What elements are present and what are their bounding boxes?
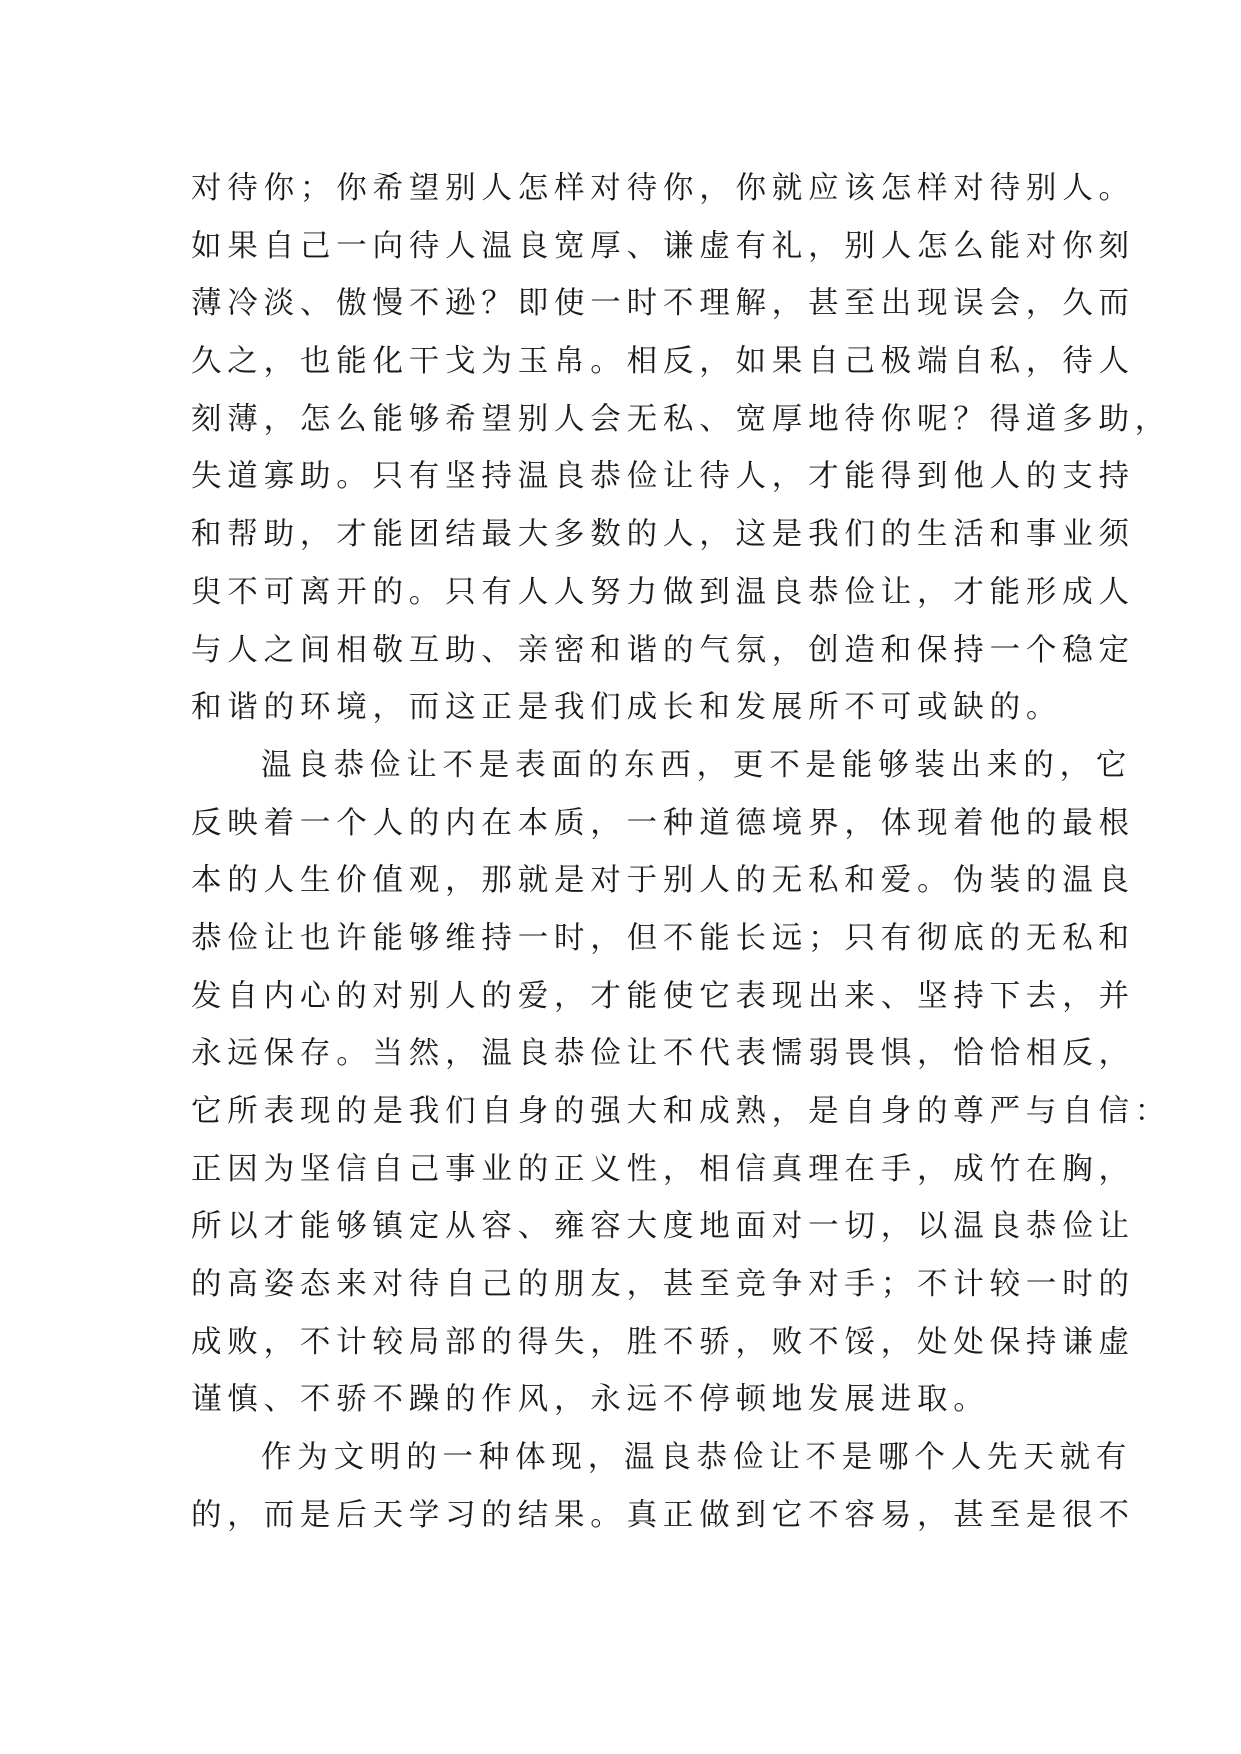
text-line: 所以才能够镇定从容、雍容大度地面对一切，以温良恭俭让 bbox=[191, 1209, 1135, 1245]
text-line: 久之，也能化干戈为玉帛。相反，如果自己极端自私，待人 bbox=[191, 344, 1135, 380]
text-line: 本的人生价值观，那就是对于别人的无私和爱。伪装的温良 bbox=[191, 863, 1135, 899]
text-line: 它所表现的是我们自身的强大和成熟，是自身的尊严与自信： bbox=[191, 1094, 1172, 1129]
text-line: 的，而是后天学习的结果。真正做到它不容易，甚至是很不 bbox=[191, 1497, 1135, 1533]
text-line: 如果自己一向待人温良宽厚、谦虚有礼，别人怎么能对你刻 bbox=[191, 228, 1135, 264]
body-text bbox=[191, 160, 1172, 1545]
text-line: 正因为坚信自己事业的正义性，相信真理在手，成竹在胸， bbox=[191, 1151, 1135, 1187]
text-line: 和谐的环境，而这正是我们成长和发展所不可或缺的。 bbox=[191, 690, 1063, 726]
text-line: 刻薄，怎么能够希望别人会无私、宽厚地待你呢？得道多助， bbox=[191, 401, 1172, 437]
paragraph-first-line: 温良恭俭让不是表面的东西，更不是能够装出来的，它 bbox=[261, 747, 1133, 783]
text-line: 的高姿态来对待自己的朋友，甚至竞争对手；不计较一时的 bbox=[191, 1267, 1135, 1303]
paragraph-first-line: 作为文明的一种体现，温良恭俭让不是哪个人先天就有 bbox=[261, 1440, 1133, 1476]
text-line: 恭俭让也许能够维持一时，但不能长远；只有彻底的无私和 bbox=[191, 920, 1135, 956]
text-line: 永远保存。当然，温良恭俭让不代表懦弱畏惧，恰恰相反， bbox=[191, 1036, 1135, 1072]
text-line: 和帮助，才能团结最大多数的人，这是我们的生活和事业须 bbox=[191, 517, 1135, 553]
text-line: 成败，不计较局部的得失，胜不骄，败不馁，处处保持谦虚 bbox=[191, 1324, 1135, 1360]
text-line: 谨慎、不骄不躁的作风，永远不停顿地发展进取。 bbox=[191, 1382, 990, 1418]
text-line: 发自内心的对别人的爱，才能使它表现出来、坚持下去，并 bbox=[191, 978, 1135, 1014]
text-line: 对待你；你希望别人怎样对待你，你就应该怎样对待别人。 bbox=[191, 171, 1135, 206]
text-line: 薄冷淡、傲慢不逊？即使一时不理解，甚至出现误会，久而 bbox=[191, 286, 1135, 322]
text-line: 失道寡助。只有坚持温良恭俭让待人，才能得到他人的支持 bbox=[191, 459, 1135, 495]
text-line: 与人之间相敬互助、亲密和谐的气氛，创造和保持一个稳定 bbox=[191, 632, 1135, 668]
text-line: 臾不可离开的。只有人人努力做到温良恭俭让，才能形成人 bbox=[191, 574, 1135, 610]
text-line: 反映着一个人的内在本质，一种道德境界，体现着他的最根 bbox=[191, 805, 1135, 841]
